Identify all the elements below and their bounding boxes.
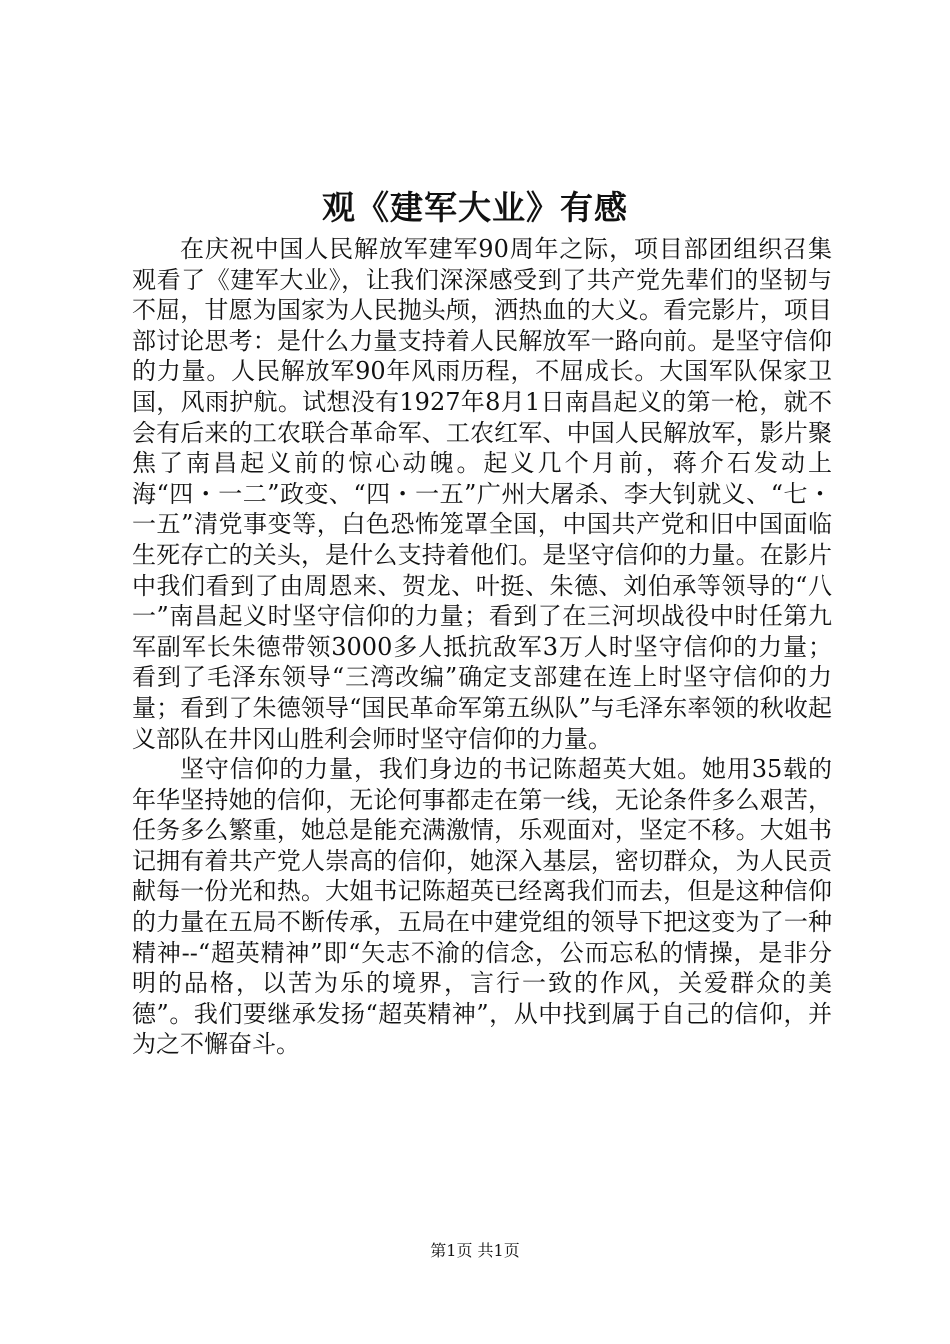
page-number-footer: 第1页 共1页 xyxy=(430,1241,520,1260)
paragraph-2: 坚守信仰的力量，我们身边的书记陈超英大姐。她用35载的年华坚持她的信仰，无论何事都走在第一线，无论条件多么艰苦，任务多么繁重，她总是能充满激情，乐观面对，坚定不移。大姐书记拥有着共产党人崇高的信仰，她深入基层，密切群众，为人民贡献每一份光和热。大姐书记陈超英已经离我们而去，但是这种信仰的力量在五局不断传承，五局在中建党组的领导下把这变为了一种精神--“超英精神”即“矢志不渝的信念，公而忘私的情操，是非分明的品格，以苦为乐的境界，言行一致的作风，关爱群众的美德”。我们要继承发扬“超英精神”，从中找到属于自己的信仰，并为之不懈奋斗。 xyxy=(132,755,832,1059)
paragraph-1: 在庆祝中国人民解放军建军90周年之际，项目部团组织召集观看了《建军大业》，让我们深深感受到了共产党先辈们的坚韧与不屈，甘愿为国家为人民抛头颅，洒热血的大义。看完影片，项目部讨论思考：是什么力量支持着人民解放军一路向前。是坚守信仰的力量。人民解放军90年风雨历程，不屈成长。大国军队保家卫国，风雨护航。试想没有1927年8月1日南昌起义的第一枪，就不会有后来的工农联合革命军、工农红军、中国人民解放军，影片聚焦了南昌起义前的惊心动魄。起义几个月前，蒋介石发动上海“四・一二”政变、“四・一五”广州大屠杀、李大钊就义、“七・一五”清党事变等，白色恐怖笼罩全国，中国共产党和旧中国面临生死存亡的关头，是什么支持着他们。是坚守信仰的力量。在影片中我们看到了由周恩来、贺龙、叶挺、朱德、刘伯承等领导的“八一”南昌起义时坚守信仰的力量；看到了在三河坝战役中时任第九军副军长朱德带领3000多人抵抗敌军3万人时坚守信仰的力量；看到了毛泽东领导“三湾改编”确定支部建在连上时坚守信仰的力量；看到了朱德领导“国民革命军第五纵队”与毛泽东率领的秋收起义部队在井冈山胜利会师时坚守信仰的力量。 xyxy=(132,235,832,753)
document-title: 观《建军大业》有感 xyxy=(322,188,628,227)
document-body xyxy=(132,234,832,1060)
